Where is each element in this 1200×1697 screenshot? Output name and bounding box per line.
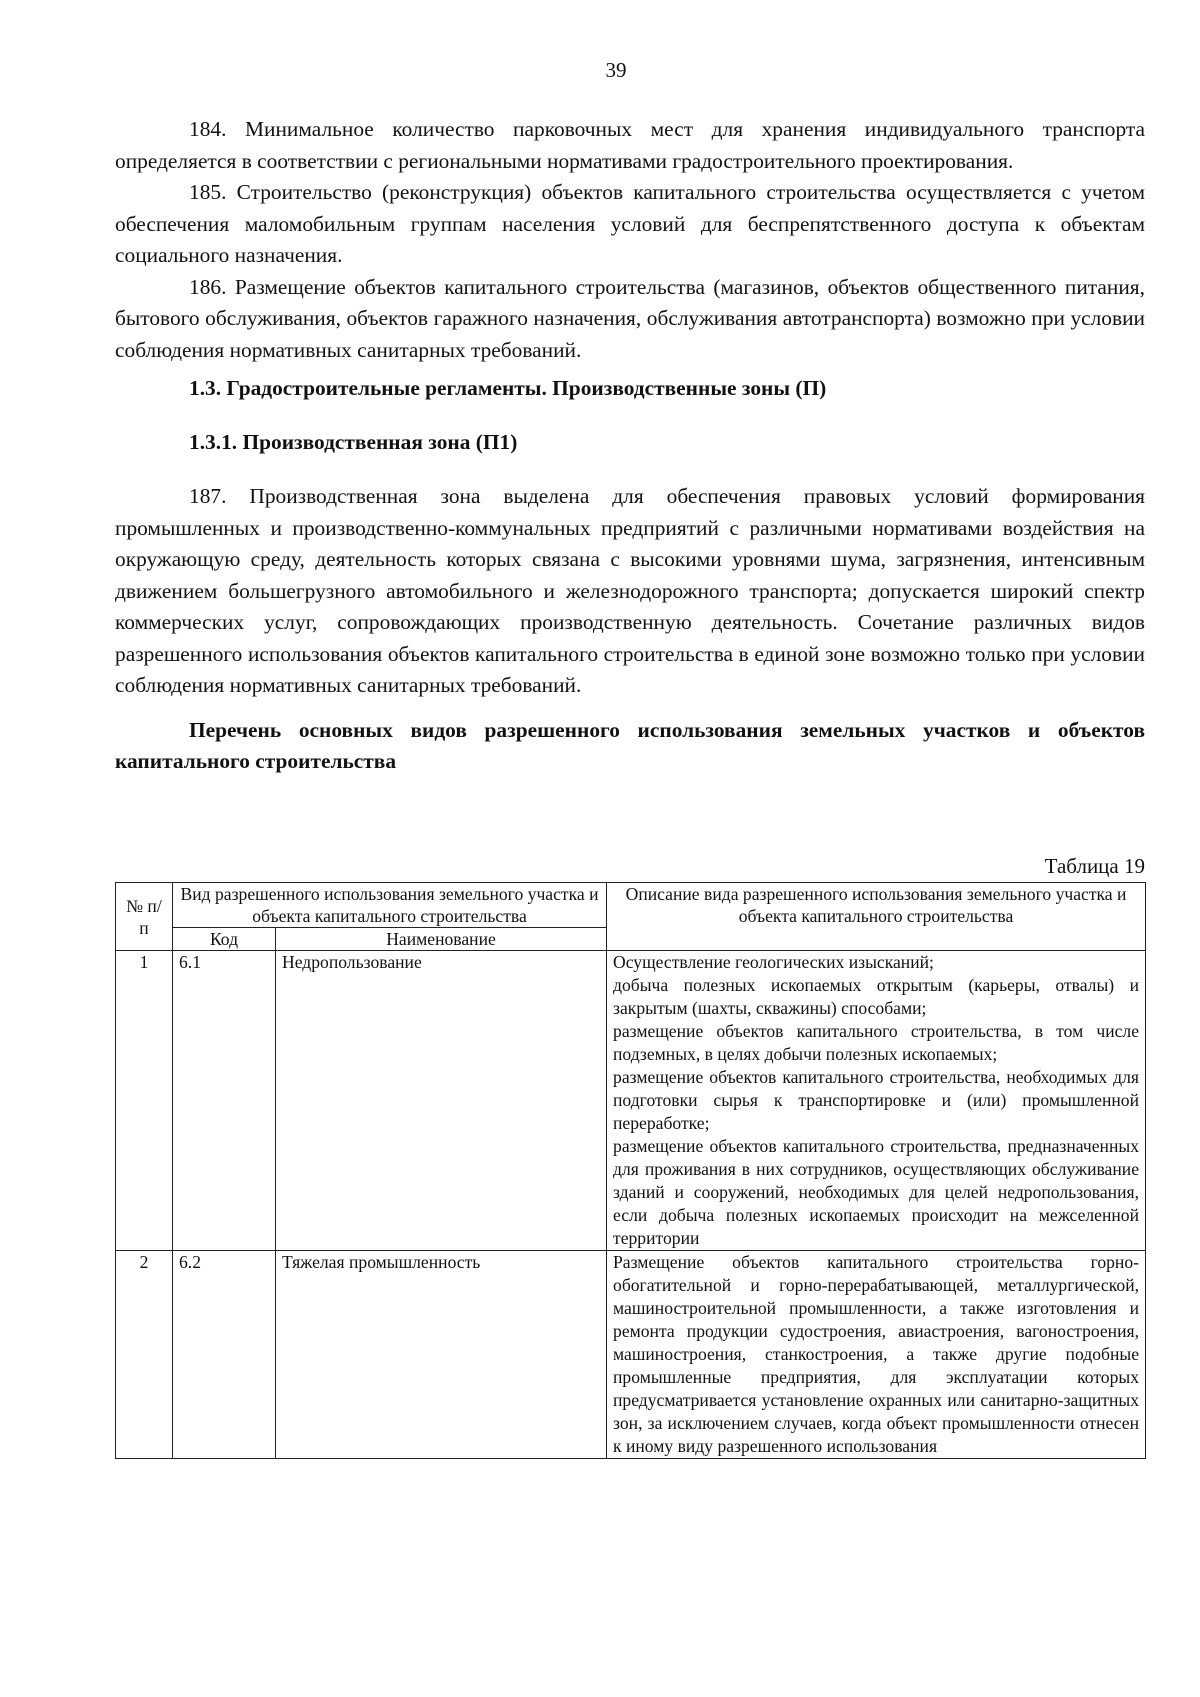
paragraph-187: 187. Производственная зона выделена для обеспечения правовых условий формирования промышленных и производственно-коммунальных предприятий с различными нормативами воздействия на окружающую среду, деятельность которых связана с высокими уровнями шума, загрязнения, интенсивным движением большегрузного автомобильного и железнодорожного транспорта; допускается широкий спектр коммерческих услуг, сопровождающих производственную деятельность. Сочетание различных видов разрешенного использования объектов капитального строительства в единой зоне возможно только при условии соблюдения нормативных санитарных требований. [115,484,1145,697]
page-number: 39 [605,58,627,82]
table-row [116,951,1146,1251]
header-num: № п/п [116,883,173,951]
header-code: Код [173,928,276,951]
paragraph-184: 184. Минимальное количество парковочных мест для хранения индивидуального транспорта определяется в соответствии с региональными нормативами градостроительного проектирования. [115,117,1145,173]
row-num: 1 [116,951,173,1251]
row-name: Тяжелая промышленность [276,1251,607,1459]
paragraph-185: 185. Строительство (реконструкция) объектов капитального строительства осуществляется с учетом обеспечения маломобильным группам населения условий для беспрепятственного доступа к объектам социального назначения. [115,180,1145,267]
land-use-table [115,882,1146,1459]
row-code: 6.2 [173,1251,276,1459]
header-use-type: Вид разрешенного использования земельного участка и объекта капитального строительства [173,883,607,928]
description-line: Размещение объектов капитального строительства горно-обогатительной и горно-перерабатывающей, металлургической, машиностроительной промышленности, а также изготовления и ремонта продукции судостроения, авиастроения, вагоностроения, машиностроения, станкостроения, а также другие подобные промышленные предприятия, для эксплуатации которых предусматривается установление охранных или санитарно-защитных зон, за исключением случаев, когда объект промышленности отнесен к иному виду разрешенного использования [613,1252,1140,1456]
row-description [607,951,1146,1251]
description-line: размещение объектов капитального строительства, в том числе подземных, в целях добычи полезных ископаемых; [613,1021,1140,1064]
header-name: Наименование [276,928,607,951]
row-name: Недропользование [276,951,607,1251]
section-heading-1-3-1: 1.3.1. Производственная зона (П1) [189,429,518,454]
description-line: размещение объектов капитального строительства, необходимых для подготовки сырья к транспортировке и (или) промышленной переработке; [613,1067,1140,1133]
table-header-row [116,883,1146,928]
row-num: 2 [116,1251,173,1459]
section-heading-1-3: 1.3. Градостроительные регламенты. Производственные зоны (П) [189,376,827,400]
description-line: добыча полезных ископаемых открытым (карьеры, отвалы) и закрытым (шахты, скважины) способами; [613,975,1140,1018]
description-line: Осуществление геологических изысканий; [613,952,934,972]
row-description [607,1251,1146,1459]
table-row [116,1251,1146,1459]
body-text [115,114,1145,778]
description-line: размещение объектов капитального строительства, предназначенных для проживания в них сотрудников, осуществляющих обслуживание зданий и сооружений, необходимых для целей недропользования, если добыча полезных ископаемых происходит на межселенной территории [613,1136,1140,1248]
list-title: Перечень основных видов разрешенного использования земельных участков и объектов капитального строительства [115,717,1145,773]
paragraph-186: 186. Размещение объектов капитального строительства (магазинов, объектов общественного питания, бытового обслуживания, объектов гаражного назначения, обслуживания автотранспорта) возможно при условии соблюдения нормативных санитарных требований. [115,274,1145,362]
header-description: Описание вида разрешенного использования земельного участка и объекта капитального строительства [607,883,1146,951]
row-code: 6.1 [173,951,276,1251]
table-caption: Таблица 19 [1044,854,1145,878]
